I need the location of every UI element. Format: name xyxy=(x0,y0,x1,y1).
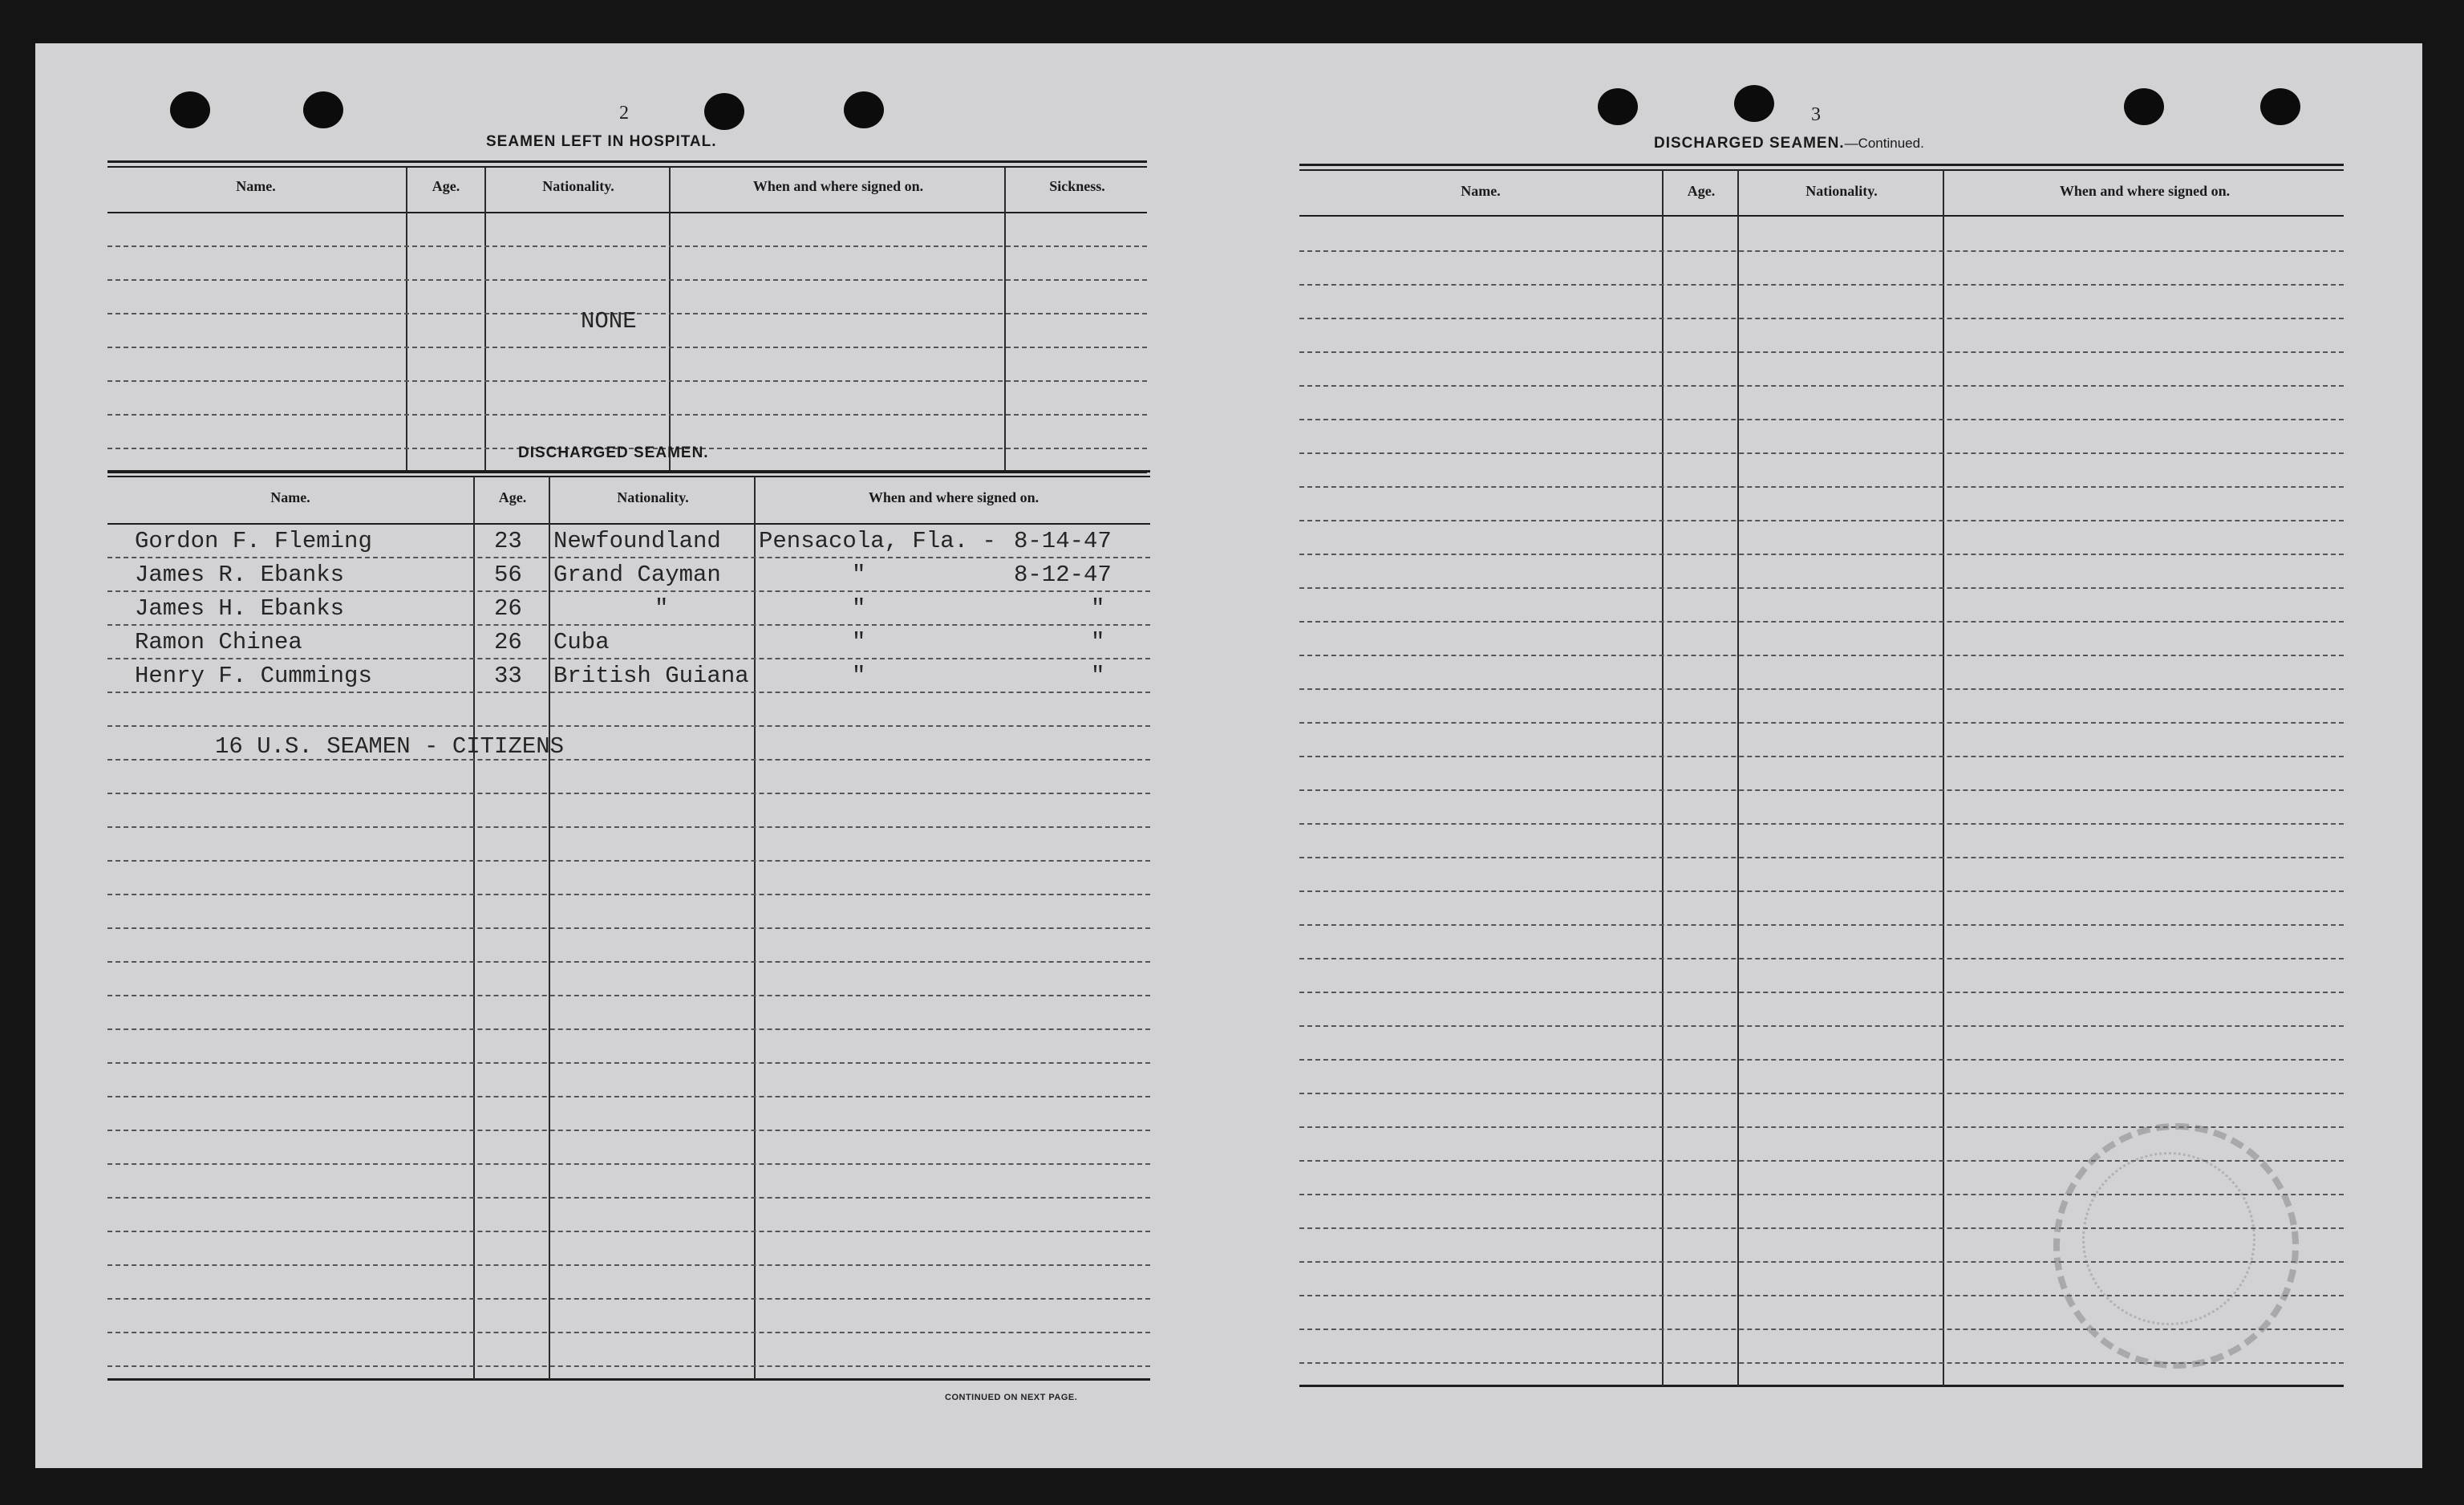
seaman-name: Gordon F. Fleming xyxy=(135,528,372,554)
seaman-age: 23 xyxy=(494,528,522,554)
punch-hole-icon xyxy=(704,93,744,130)
seaman-name: James H. Ebanks xyxy=(135,595,345,622)
left-page xyxy=(35,43,1229,1468)
col-header-age: Age. xyxy=(432,178,460,194)
punch-hole-icon xyxy=(844,91,884,128)
seaman-signed-on: Pensacola, Fla. - xyxy=(759,528,996,554)
col-header-age: Age. xyxy=(1687,183,1716,199)
right-page-title: DISCHARGED SEAMEN.—Continued. xyxy=(1654,135,1924,152)
col-header-age: Age. xyxy=(498,489,527,505)
seaman-age: 56 xyxy=(494,562,522,588)
seaman-name: Ramon Chinea xyxy=(135,629,302,655)
col-header-signed-on: When and where signed on. xyxy=(2059,183,2231,199)
seaman-age: 26 xyxy=(494,595,522,622)
seaman-date: " xyxy=(1091,663,1105,689)
punch-hole-icon xyxy=(303,91,343,128)
punch-hole-icon xyxy=(1734,85,1774,122)
faded-stamp-inner-icon xyxy=(2082,1152,2255,1325)
col-header-nationality: Nationality. xyxy=(617,489,689,505)
seaman-nationality: " xyxy=(654,595,669,622)
punch-hole-icon xyxy=(2260,88,2300,125)
hospital-none-entry: NONE xyxy=(581,308,637,335)
hospital-ledger xyxy=(107,160,1147,477)
col-header-nationality: Nationality. xyxy=(542,178,614,194)
seaman-nationality: Cuba xyxy=(553,629,610,655)
discharged-ledger xyxy=(107,470,1150,1385)
seaman-nationality: British Guiana xyxy=(553,663,749,689)
continued-footer: CONTINUED ON NEXT PAGE. xyxy=(945,1393,1078,1402)
page-number: 2 xyxy=(619,103,629,124)
col-header-nationality: Nationality. xyxy=(1805,183,1878,199)
seaman-nationality: Grand Cayman xyxy=(553,562,721,588)
seaman-signed-on: " xyxy=(852,562,866,588)
col-header-name: Name. xyxy=(236,178,276,194)
punch-hole-icon xyxy=(170,91,210,128)
citizens-note: 16 U.S. SEAMEN - CITIZENS xyxy=(215,733,565,760)
punch-hole-icon xyxy=(1598,88,1638,125)
hospital-section-title: SEAMEN LEFT IN HOSPITAL. xyxy=(486,133,717,150)
col-header-signed-on: When and where signed on. xyxy=(752,178,924,194)
col-header-name: Name. xyxy=(270,489,310,505)
seaman-name: James R. Ebanks xyxy=(135,562,345,588)
punch-hole-icon xyxy=(2124,88,2164,125)
seaman-date: 8-12-47 xyxy=(1014,562,1112,588)
seaman-age: 33 xyxy=(494,663,522,689)
col-header-signed-on: When and where signed on. xyxy=(868,489,1040,505)
seaman-date: 8-14-47 xyxy=(1014,528,1112,554)
seaman-signed-on: " xyxy=(852,629,866,655)
page-number: 3 xyxy=(1811,104,1821,125)
seaman-signed-on: " xyxy=(852,663,866,689)
seaman-nationality: Newfoundland xyxy=(553,528,721,554)
discharged-section-title: DISCHARGED SEAMEN. xyxy=(518,444,709,461)
col-header-sickness: Sickness. xyxy=(1049,178,1105,194)
seaman-age: 26 xyxy=(494,629,522,655)
seaman-name: Henry F. Cummings xyxy=(135,663,372,689)
seaman-date: " xyxy=(1091,629,1105,655)
seaman-date: " xyxy=(1091,595,1105,622)
seaman-signed-on: " xyxy=(852,595,866,622)
col-header-name: Name. xyxy=(1461,183,1501,199)
